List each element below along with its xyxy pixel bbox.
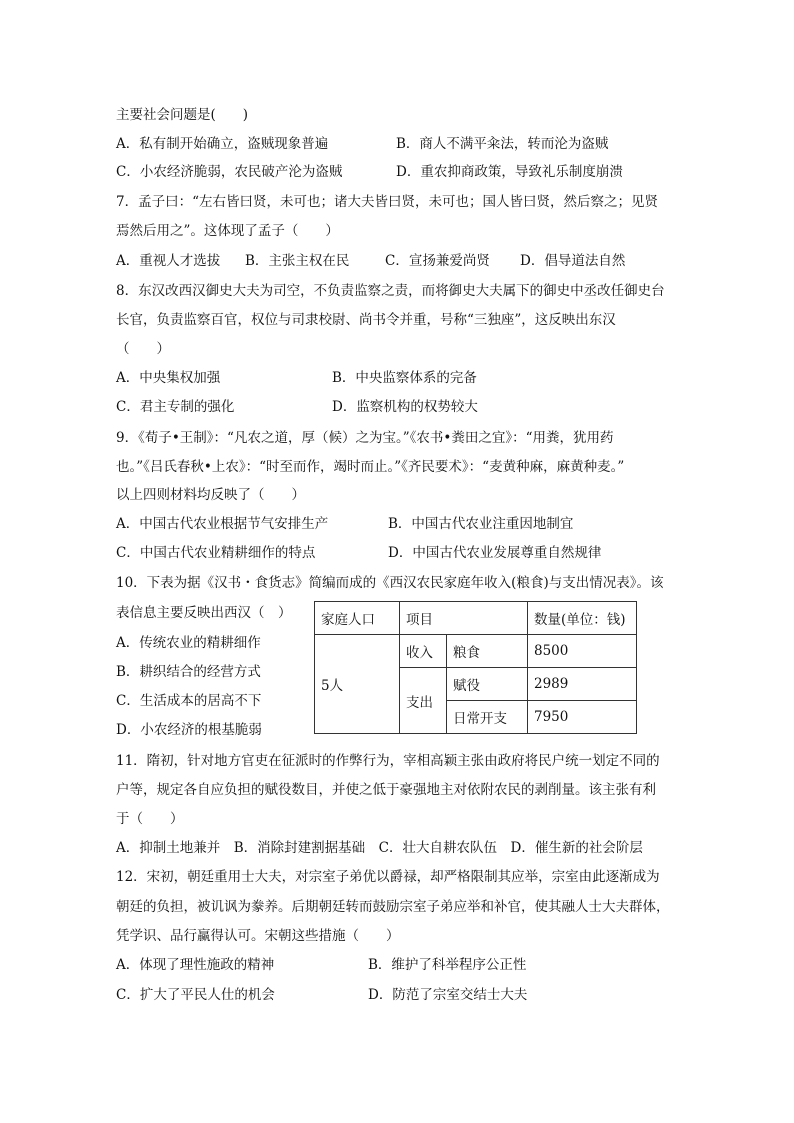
income-expense-table: [314, 601, 637, 734]
q6-option-b[interactable]: B．商人不满平籴法，转而沦为盗贼: [396, 136, 609, 152]
cell-tax-value: 2989: [528, 668, 637, 701]
header-amount: 数量(单位：钱): [528, 602, 637, 635]
q8-option-a[interactable]: A．中央集权加强: [116, 370, 221, 386]
table-header-row: [315, 602, 637, 635]
q9-option-d[interactable]: D．中国古代农业发展尊重自然规律: [388, 545, 602, 561]
q11-options[interactable]: A．抑制土地兼并 B．消除封建割据基础 C．壮大自耕农队伍 D．催生新的社会阶层: [116, 840, 643, 856]
q12-option-b[interactable]: B．维护了科举程序公正性: [368, 957, 527, 973]
q10-option-c[interactable]: C．生活成本的居高不下: [116, 693, 262, 709]
q9-stem-line2: 也。”《吕氏春秋•上农》：“时至而作，竭时而止。”《齐民要术》：“麦黄种麻，麻黄种麦。”: [116, 459, 625, 475]
q12-option-a[interactable]: A．体现了理性施政的精神: [116, 957, 275, 973]
q11-stem-line1: 11．隋初，针对地方官吏在征派时的作弊行为，宰相高颖主张由政府将民户统一划定不同的: [116, 753, 660, 769]
q7-option-c[interactable]: C．宣扬兼爱尚贤: [385, 253, 490, 269]
q8-stem-line1: 8．东汉改西汉御史大夫为司空，不负责监察之责，而将御史大夫属下的御史中丞改任御史台: [116, 283, 665, 299]
q7-stem-line1: 7．孟子曰：“左右皆曰贤，未可也；诸大夫皆曰贤，未可也；国人皆曰贤，然后察之；见贤: [116, 194, 658, 210]
q11-stem-line2: 户等，规定各自应负担的赋役数目，并使之低于豪强地主对依附农民的剥削量。该主张有利: [116, 782, 656, 798]
q7-option-d[interactable]: D．倡导道法自然: [520, 253, 626, 269]
cell-grain: 粮食: [447, 635, 528, 668]
cell-income: 收入: [400, 635, 447, 668]
table-row: [315, 635, 637, 668]
q9-stem-line1: 9．《荀子•王制》：“凡农之道，厚（候）之为宝。”《农书•粪田之宜》：“用粪，犹用药: [116, 430, 614, 446]
q10-option-b[interactable]: B．耕织结合的经营方式: [116, 664, 261, 680]
header-item: 项目: [400, 602, 528, 635]
q6-stem-tail: 主要社会问题是( ): [116, 107, 249, 123]
q8-stem-line2: 长官，负责监察百官，权位与司隶校尉、尚书令并重，号称“三独座”，这反映出东汉: [116, 312, 616, 328]
q12-option-d[interactable]: D．防范了宗室交结士大夫: [368, 987, 528, 1003]
cell-family: 5人: [315, 635, 400, 734]
q12-stem-line2: 朝廷的负担，被讥讽为豢养。后期朝廷转而鼓励宗室子弟应举和补官，使其融人士大夫群体，: [116, 899, 670, 915]
q7-option-a[interactable]: A．重视人才选拔: [116, 253, 221, 269]
q7-option-b[interactable]: B．主张主权在民: [245, 253, 350, 269]
q10-option-d[interactable]: D．小农经济的根基脆弱: [116, 722, 262, 738]
q8-stem-line3: （ ）: [116, 341, 170, 357]
q8-option-c[interactable]: C．君主专制的强化: [116, 399, 235, 415]
cell-tax: 赋役: [447, 668, 528, 701]
q10-option-a[interactable]: A．传统农业的精耕细作: [116, 635, 261, 651]
q7-stem-line2: 焉然后用之”。这体现了孟子（ ）: [116, 223, 339, 239]
header-family: 家庭人口: [315, 602, 400, 635]
q10-stem-line2: 表信息主要反映出西汉（ ）: [116, 605, 292, 621]
q8-option-d[interactable]: D．监察机构的权势较大: [332, 399, 478, 415]
q12-stem-line1: 12．宋初，朝廷重用士大夫，对宗室子弟优以爵禄，却严格限制其应举，宗室由此逐渐成为: [116, 869, 660, 885]
q9-stem-line3: 以上四则材料均反映了（ ）: [116, 487, 305, 503]
q12-stem-line3: 凭学识、品行赢得认可。宋朝这些措施（ ）: [116, 928, 400, 944]
cell-grain-value: 8500: [528, 635, 637, 668]
cell-daily-value: 7950: [528, 701, 637, 734]
q11-stem-line3: 于（ ）: [116, 811, 184, 827]
q6-option-a[interactable]: A．私有制开始确立，盗贼现象普遍: [116, 136, 329, 152]
q6-option-c[interactable]: C．小农经济脆弱，农民破产沦为盗贼: [116, 164, 343, 180]
q9-option-a[interactable]: A．中国古代农业根据节气安排生产: [116, 516, 329, 532]
q8-option-b[interactable]: B．中央监察体系的完备: [332, 370, 477, 386]
q12-option-c[interactable]: C．扩大了平民人仕的机会: [116, 987, 275, 1003]
q9-option-c[interactable]: C．中国古代农业精耕细作的特点: [116, 545, 316, 561]
cell-expense: 支出: [400, 668, 447, 734]
q10-stem-line1: 10．下表为据《汉书・食货志》简编而成的《西汉农民家庭年收入(粮食)与支出情况表》。该: [116, 575, 664, 591]
q9-option-b[interactable]: B．中国古代农业注重因地制宜: [388, 516, 574, 532]
cell-daily: 日常开支: [447, 701, 528, 734]
q6-option-d[interactable]: D．重农抑商政策，导致礼乐制度崩溃: [396, 164, 623, 180]
